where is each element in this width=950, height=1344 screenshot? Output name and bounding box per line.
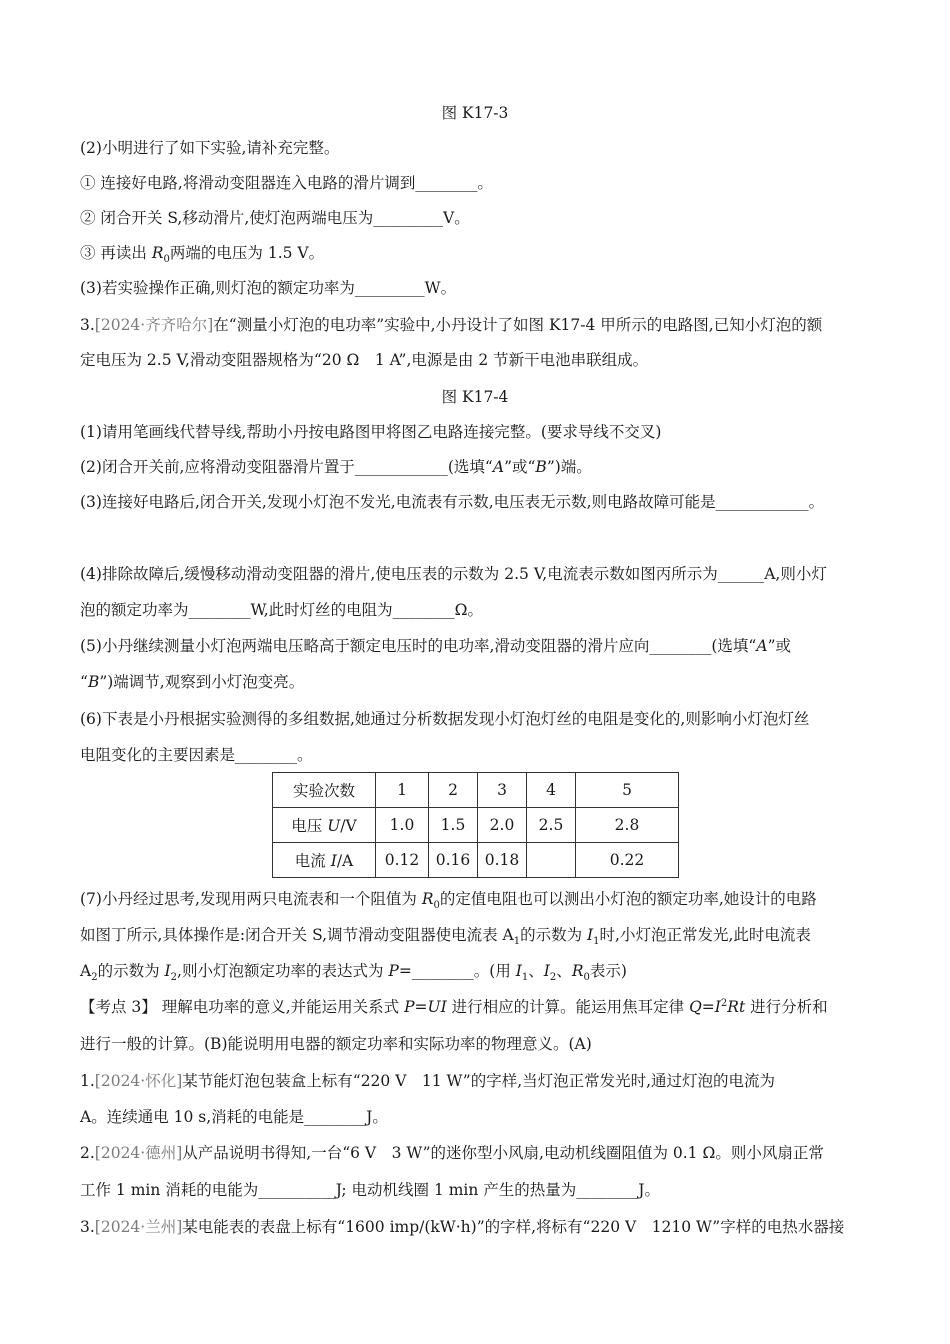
kaodian3-line2: 进行一般的计算。(B)能说明用电器的额定功率和实际功率的物理意义。(A) — [80, 1035, 592, 1053]
table-cell: 2.0 — [478, 808, 527, 843]
k1-line2: A。连续通电 10 s,消耗的电能是________J。 — [80, 1108, 388, 1126]
subq2: (2)闭合开关前,应将滑动变阻器滑片置于____________(选填“A”或“B”)端。 — [80, 458, 592, 476]
subq4-line1: (4)排除故障后,缓慢移动滑动变阻器的滑片,使电压表的示数为 2.5 V,电流表示数如图丙所示为______A,则小灯 — [80, 565, 827, 583]
table-cell-label: 电流 I/A — [273, 843, 376, 878]
table-cell: 0.22 — [576, 843, 679, 878]
subq6-line1: (6)下表是小丹根据实验测得的多组数据,她通过分析数据发现小灯泡灯丝的电阻是变化的,则影响小灯泡灯丝 — [80, 710, 810, 728]
q2-intro: (2)小明进行了如下实验,请补充完整。 — [80, 139, 340, 157]
subq7-line1: (7)小丹经过思考,发现用两只电流表和一个阻值为 $R_0$的定值电阻也可以测出小灯泡的额定功率,她设计的电路 — [80, 890, 817, 912]
k1-line1: 1.[2024·怀化]某节能灯泡包装盒上标有“220 V 11 W”的字样,当灯泡正常发光时,通过灯泡的电流为 — [80, 1072, 776, 1090]
table-cell: 4 — [527, 773, 576, 808]
table-cell: 3 — [478, 773, 527, 808]
kaodian-tag: 【考点 3】 — [80, 998, 157, 1016]
table-cell: 1.5 — [429, 808, 478, 843]
table-cell: 2.8 — [576, 808, 679, 843]
k2-line1: 2.[2024·德州]从产品说明书得知,一台“6 V 3 W”的迷你型小风扇,电动机线圈阻值为 0.1 Ω。则小风扇正常 — [80, 1144, 824, 1162]
table-cell: 5 — [576, 773, 679, 808]
table-cell — [527, 843, 576, 878]
subq7-line3: $A_2$的示数为 $I_2$,则小灯泡额定功率的表达式为 P=________。(用 $I_1$、$I_2$、$R_0$表示) — [80, 962, 627, 984]
table-cell: 0.18 — [478, 843, 527, 878]
table-row-voltage — [273, 808, 679, 843]
problem3-line1: 3.[2024·齐齐哈尔]在“测量小灯泡的电功率”实验中,小丹设计了如图 K17-4 甲所示的电路图,已知小灯泡的额 — [80, 316, 823, 334]
data-table — [272, 772, 679, 878]
subq5-line2: “B”)端调节,观察到小灯泡变亮。 — [80, 673, 305, 691]
table-cell: 0.16 — [429, 843, 478, 878]
source-tag: [2024·德州] — [94, 1144, 183, 1162]
k3-line1: 3.[2024·兰州]某电能表的表盘上标有“1600 imp/(kW·h)”的字样,将标有“220 V 1210 W”字样的电热水器接 — [80, 1218, 845, 1236]
table-cell: 实验次数 — [273, 773, 376, 808]
subq4-line2: 泡的额定功率为________W,此时灯丝的电阻为________Ω。 — [80, 601, 484, 619]
table-cell: 1.0 — [376, 808, 429, 843]
problem3-line2: 定电压为 2.5 V,滑动变阻器规格为“20 Ω 1 A”,电源是由 2 节新干电池串联组成。 — [80, 351, 649, 369]
table-cell: 2 — [429, 773, 478, 808]
figure-caption-k17-4: 图 K17-4 — [441, 388, 509, 406]
q2-step1: ① 连接好电路,将滑动变阻器连入电路的滑片调到________。 — [80, 174, 493, 192]
q2-step2: ② 闭合开关 S,移动滑片,使灯泡两端电压为_________V。 — [80, 209, 470, 227]
subq6-line2: 电阻变化的主要因素是________。 — [80, 746, 313, 764]
source-tag: [2024·兰州] — [94, 1218, 183, 1236]
table-cell-label: 电压 U/V — [273, 808, 376, 843]
table-row-header — [273, 773, 679, 808]
k2-line2: 工作 1 min 消耗的电能为__________J; 电动机线圈 1 min 产生的热量为________J。 — [80, 1181, 661, 1199]
table-cell: 0.12 — [376, 843, 429, 878]
q3-line: (3)若实验操作正确,则灯泡的额定功率为_________W。 — [80, 279, 457, 297]
subq7-line2: 如图丁所示,具体操作是:闭合开关 S,调节滑动变阻器使电流表 $A_1$的示数为 $I_1$时,小灯泡正常发光,此时电流表 — [80, 926, 811, 948]
kaodian3-line1: 【考点 3】 理解电功率的意义,并能运用关系式 P=UI 进行相应的计算。能运用焦耳定律 $Q=I^2Rt$ 进行分析和 — [80, 997, 828, 1016]
subq5-line1: (5)小丹继续测量小灯泡两端电压略高于额定电压时的电功率,滑动变阻器的滑片应向________(选填“A”或 — [80, 637, 791, 655]
table-cell: 1 — [376, 773, 429, 808]
source-tag: [2024·齐齐哈尔] — [94, 316, 214, 334]
table-row-current — [273, 843, 679, 878]
q2-step3: ③ 再读出 $R_0$两端的电压为 1.5 V。 — [80, 244, 325, 266]
source-tag: [2024·怀化] — [94, 1072, 183, 1090]
figure-caption-k17-3: 图 K17-3 — [441, 104, 509, 122]
subq3: (3)连接好电路后,闭合开关,发现小灯泡不发光,电流表有示数,电压表无示数,则电路故障可能是____________。 — [80, 493, 825, 511]
subq1: (1)请用笔画线代替导线,帮助小丹按电路图甲将图乙电路连接完整。(要求导线不交叉) — [80, 423, 662, 441]
table-cell: 2.5 — [527, 808, 576, 843]
